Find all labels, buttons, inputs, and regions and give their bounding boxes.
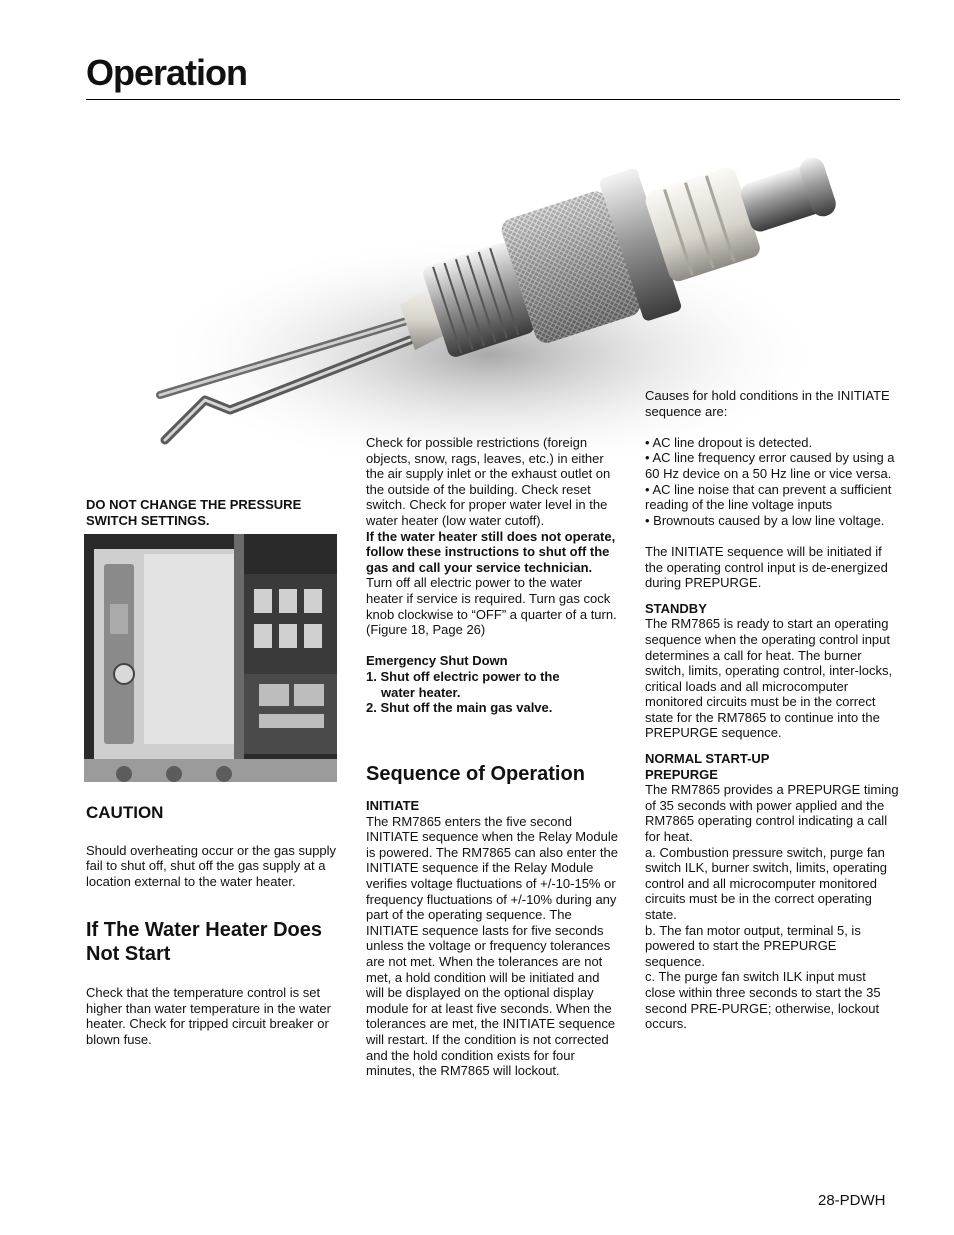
cause-item: • Brownouts caused by a low line voltage.	[645, 512, 885, 528]
title-rule	[86, 99, 900, 100]
caution-text: Should overheating occur or the gas supply fail to shut off, shut off the gas supply at a location external to the water heater.	[86, 842, 337, 889]
cause-item: • AC line dropout is detected.	[645, 434, 813, 450]
prepurge-heading: PREPURGE	[645, 766, 718, 782]
control-panel-photo	[84, 534, 337, 782]
turn-off-text: Turn off all electric power to the water heater if service is required. Turn gas cock knob clockwise to “OFF” a quarter of a turn. (Figure 18, Page 26)	[366, 575, 617, 638]
hold-causes-section	[645, 388, 899, 1032]
initiate-deenergized-text: The INITIATE sequence will be initiated if the operating control input is de-energized during PREPURGE.	[645, 543, 888, 591]
check-text: Check for possible restrictions (foreign objects, snow, rags, leaves, etc.) in either the air supply inlet or the exhaust outlet on the outside of the building. Check reset switch. Check for proper water level in the water heater (low water cutoff).	[366, 435, 611, 528]
not-start-text: Check that the temperature control is set higher than water temperature in the water heater. Check for tripped circuit breaker or blown fuse.	[86, 985, 331, 1047]
cause-item: • AC line noise that can prevent a sufficient reading of the line voltage inputs	[645, 481, 892, 513]
sequence-heading: Sequence of Operation	[366, 763, 585, 785]
initiate-heading: INITIATE	[366, 798, 420, 813]
prepurge-item-b: b. The fan motor output, terminal 5, is powered to start the PREPURGE sequence.	[645, 922, 861, 969]
emergency-heading: Emergency Shut Down	[366, 653, 508, 669]
emergency-step-2: 2. Shut off the main gas valve.	[366, 700, 553, 716]
standby-heading: STANDBY	[645, 600, 707, 616]
emergency-step-1: 1. Shut off electric power to the	[366, 668, 560, 684]
not-start-section	[86, 918, 338, 1047]
caution-heading: CAUTION	[86, 803, 164, 822]
sequence-section	[366, 762, 618, 1079]
prepurge-item-c: c. The purge fan switch ILK input must close within three seconds to start the 35 second PRE-PURGE; otherwise, lockout occurs.	[645, 969, 881, 1032]
cause-item: • AC line frequency error caused by using a 60 Hz device on a 50 Hz line or vice versa.	[645, 450, 895, 481]
normal-startup-heading: NORMAL START-UP	[645, 751, 770, 767]
pressure-warning	[86, 497, 338, 528]
page-footer: 28-PDWH	[818, 1192, 886, 1209]
causes-intro: Causes for hold conditions in the INITIATE sequence are:	[645, 388, 890, 419]
initiate-text: The RM7865 enters the five second INITIATE sequence when the Relay Module is powered. The RM7865 can also enter the INITIATE sequence if the Relay Module verifies voltage fluctuations of +/-10-15% or frequency fluctuations of +/-10% during any part of the operating sequence. The INITIATE sequence lasts for five seconds unless the voltage or frequency tolerances are not met. When the tolerances are not met, a hold condition will be initiated and will be displayed on the optional display module for at least five seconds. When the tolerances are met, the INITIATE sequence will restart. If the condition is not corrected and the hold condition exists for four minutes, the RM7865 will lockout.	[366, 813, 618, 1079]
caution-section	[86, 805, 338, 889]
troubleshoot-section	[366, 435, 618, 716]
not-start-heading: If The Water Heater Does Not Start	[86, 919, 322, 965]
prepurge-text: The RM7865 provides a PREPURGE timing of 35 seconds with power applied and the RM7865 operating control indicating a call for heat.	[645, 782, 899, 845]
standby-text: The RM7865 is ready to start an operating sequence when the operating control input determines a call for heat. The burner switch, limits, operating control, inter-locks, critical loads and all microcomputer monitored circuits must be in the correct state for the RM7865 to continue into the PREPURGE sequence.	[645, 616, 893, 741]
emergency-step-1b: water heater.	[381, 684, 461, 700]
still-not-operate-text: If the water heater still does not operate, follow these instructions to shut off the gas and call your service technician.	[366, 528, 616, 575]
pressure-warning-text: DO NOT CHANGE THE PRESSURE SWITCH SETTINGS.	[86, 497, 302, 528]
page-title: Operation	[86, 52, 248, 93]
prepurge-item-a: a. Combustion pressure switch, purge fan switch ILK, burner switch, limits, operating control and all microcomputer monitored circuits must be in the correct operating state.	[645, 844, 888, 922]
